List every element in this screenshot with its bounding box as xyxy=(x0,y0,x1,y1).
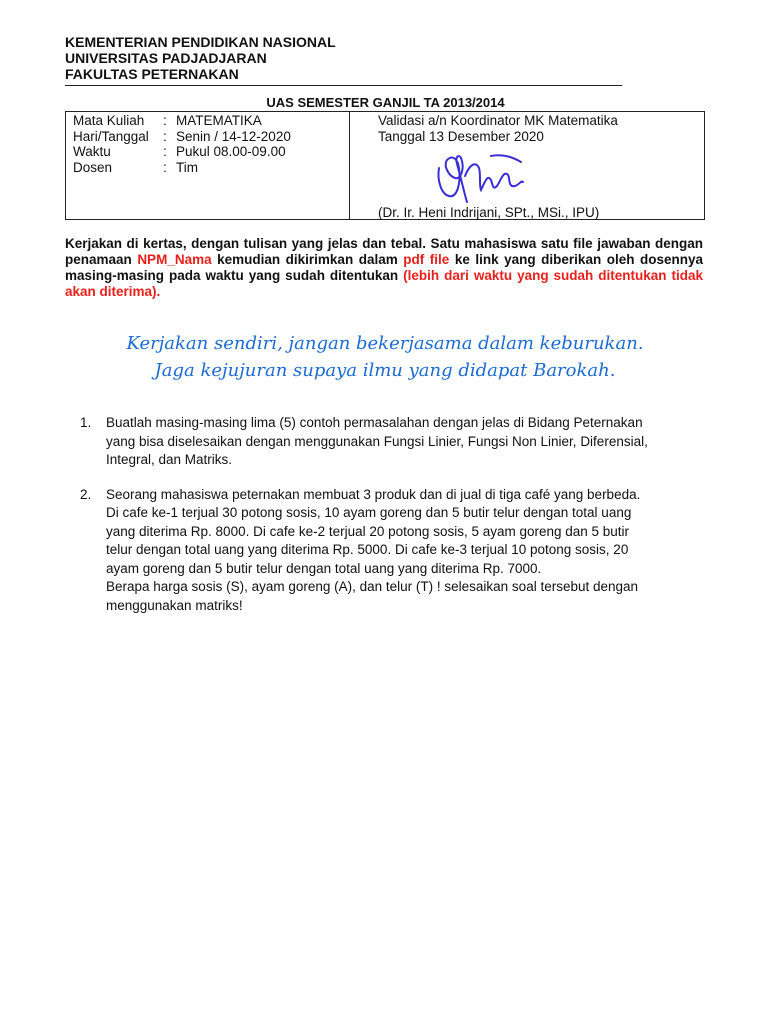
info-colon: : xyxy=(163,144,167,159)
institution-header xyxy=(65,34,336,82)
motto-line: Jaga kejujuran supaya ilmu yang didapat Barokah. xyxy=(154,360,616,381)
question-number: 2. xyxy=(80,486,92,502)
validator-name: (Dr. Ir. Heni Indrijani, SPt., MSi., IPU) xyxy=(378,205,600,220)
info-value: Tim xyxy=(176,159,198,175)
info-row-date xyxy=(73,129,291,145)
signature-image xyxy=(431,146,531,206)
info-label: Waktu xyxy=(73,144,111,159)
info-label: Hari/Tanggal xyxy=(73,128,149,144)
info-row-course xyxy=(73,113,291,129)
info-colon: : xyxy=(163,128,167,144)
validation-line: Validasi a/n Koordinator MK Matematika xyxy=(378,113,618,128)
question-list xyxy=(80,414,707,631)
question-text-line: yang bisa diselesaikan dengan menggunakan Fungsi Linier, Fungsi Non Linier, Diferensial, xyxy=(106,433,648,449)
question-text-line: Integral, dan Matriks. xyxy=(106,452,233,467)
faculty-name: FAKULTAS PETERNAKAN xyxy=(65,66,239,82)
header-divider xyxy=(65,85,622,86)
instruction-text: kemudian dikirimkan dalam xyxy=(211,252,404,267)
info-value: Pukul 08.00-09.00 xyxy=(176,144,286,159)
course-info xyxy=(73,113,291,175)
instruction-text: ke link yang diberikan oleh dosennya masing-masing pada waktu yang sudah ditentukan xyxy=(65,252,704,283)
question-text-line: telur dengan total uang yang diterima Rp. 5000. Di cafe ke-3 terjual 10 potong sosis, 20 xyxy=(106,542,629,557)
info-label: Dosen xyxy=(73,159,113,175)
file-naming-format: NPM_Nama xyxy=(137,252,212,267)
question-text-line: ayam goreng dan 5 butir telur dengan total uang yang diterima Rp. 7000. xyxy=(106,560,542,576)
question-text-line: Berapa harga sosis (S), ayam goreng (A), dan telur (T) ! selesaikan soal tersebut dengan xyxy=(106,579,639,594)
ministry-name: KEMENTERIAN PENDIDIKAN NASIONAL xyxy=(65,34,336,50)
info-value: Senin / 14-12-2020 xyxy=(176,128,291,144)
exam-title: UAS SEMESTER GANJIL TA 2013/2014 xyxy=(266,95,505,110)
signature-stroke xyxy=(491,155,521,162)
honesty-motto xyxy=(65,330,705,384)
exam-instructions xyxy=(65,236,703,300)
exam-info-table xyxy=(65,111,705,220)
info-row-lecturer xyxy=(73,160,291,176)
info-value: MATEMATIKA xyxy=(176,113,262,128)
instruction-text: Kerjakan di kertas, dengan tulisan yang jelas dan tebal. Satu mahasiswa satu file jawaban dengan penamaan xyxy=(65,236,703,267)
question-number: 1. xyxy=(80,415,92,430)
motto-line: Kerjakan sendiri, jangan bekerjasama dalam keburukan. xyxy=(126,333,644,354)
question-text-line: yang diterima Rp. 8000. Di cafe ke-2 terjual 20 potong sosis, 5 ayam goreng dan 5 butir xyxy=(106,523,630,539)
question-item xyxy=(80,414,707,470)
question-text-line: Buatlah masing-masing lima (5) contoh permasalahan dengan jelas di Bidang Peternakan xyxy=(106,415,643,430)
deadline-warning: (lebih dari waktu yang sudah ditentukan tidak akan diterima). xyxy=(65,268,704,299)
info-colon: : xyxy=(163,113,167,128)
validation-date: Tanggal 13 Desember 2020 xyxy=(378,128,544,144)
question-text-line: menggunakan matriks! xyxy=(106,597,243,613)
university-name: UNIVERSITAS PADJADJARAN xyxy=(65,50,267,66)
signature-stroke xyxy=(438,156,467,202)
validation-info xyxy=(378,113,698,144)
question-text-line: Seorang mahasiswa peternakan membuat 3 produk dan di jual di tiga café yang berbeda. xyxy=(106,486,641,502)
info-colon: : xyxy=(163,159,167,175)
file-type: pdf file xyxy=(403,252,450,267)
info-row-time xyxy=(73,144,291,160)
question-text-line: Di cafe ke-1 terjual 30 potong sosis, 10 ayam goreng dan 5 butir telur dengan total uang xyxy=(106,505,632,520)
table-column-divider xyxy=(349,112,350,219)
question-item xyxy=(80,486,707,616)
info-label: Mata Kuliah xyxy=(73,113,145,128)
signature-stroke xyxy=(465,164,523,190)
